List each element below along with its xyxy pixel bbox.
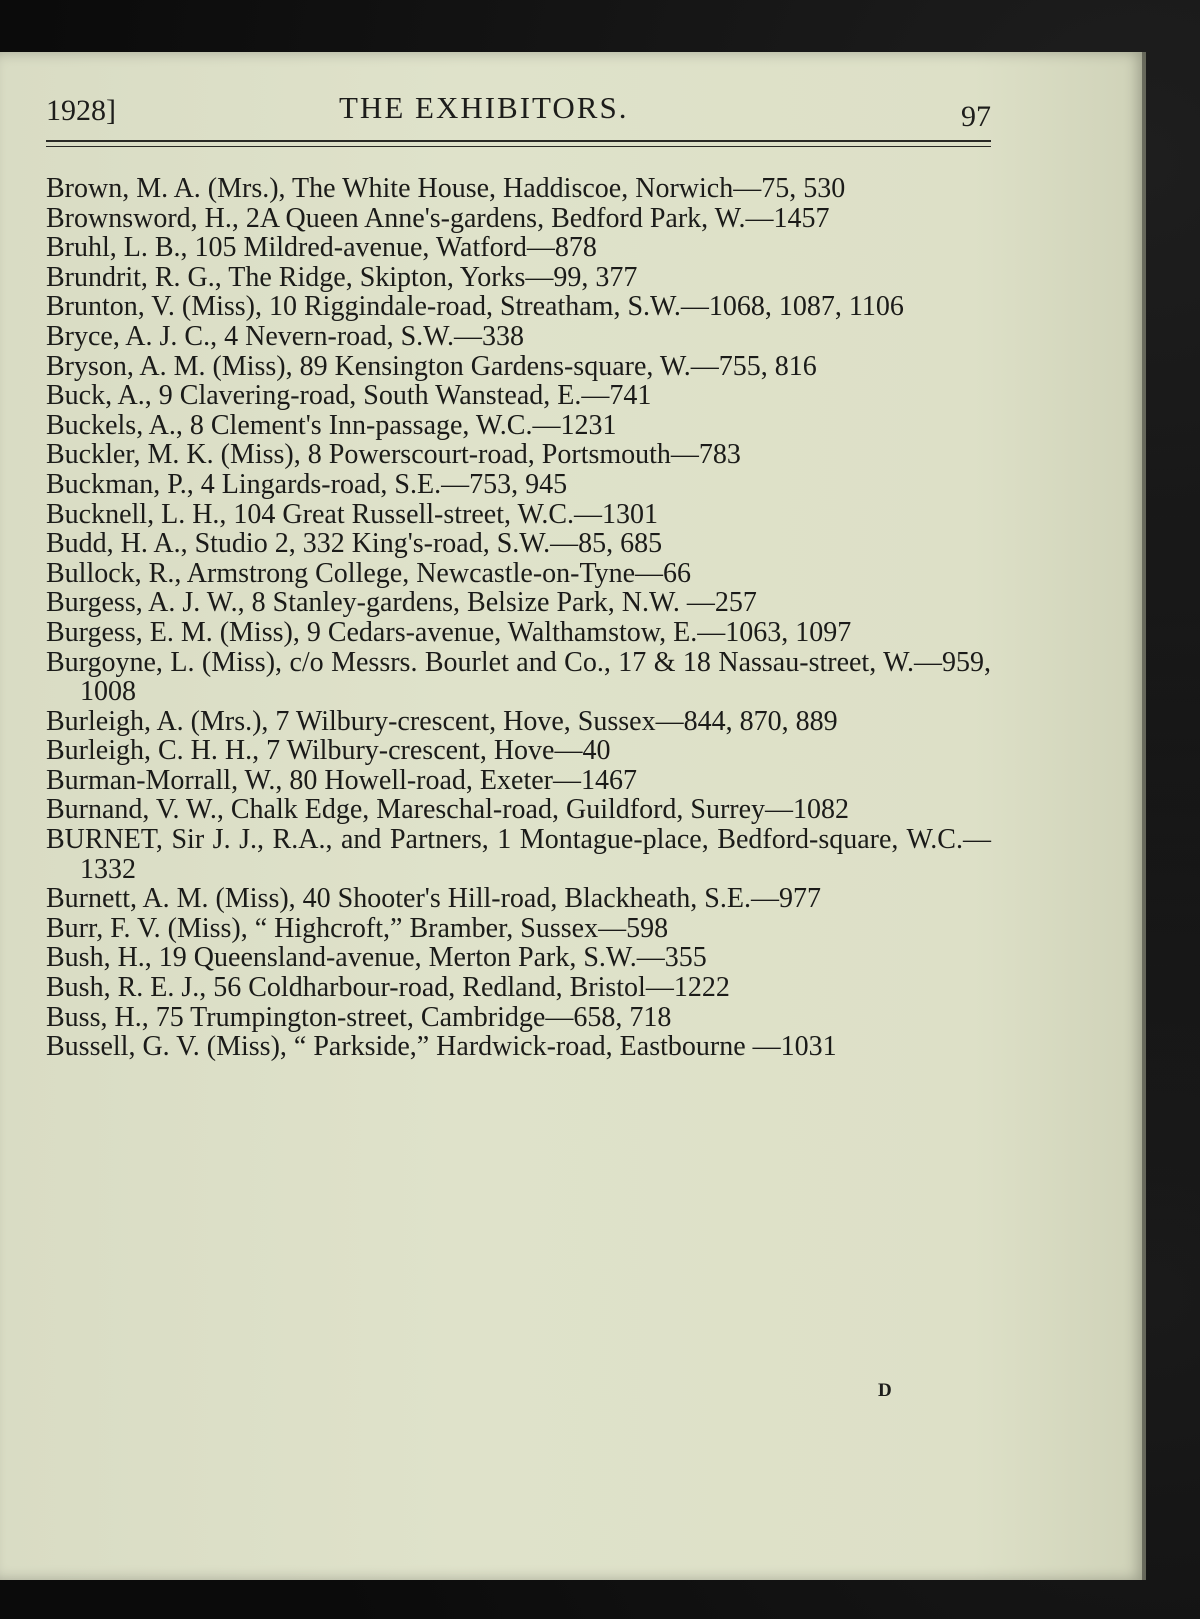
list-item: Buck, A., 9 Clavering-road, South Wanstead, E.—741	[46, 380, 652, 412]
list-item: Buss, H., 75 Trumpington-street, Cambridge—658, 718	[46, 1001, 672, 1033]
list-item: Brownsword, H., 2A Queen Anne's-gardens, Bedford Park, W.—1457	[46, 202, 830, 234]
list-item: Brunton, V. (Miss), 10 Riggindale-road, Streatham, S.W.—1068, 1087, 1106	[46, 291, 904, 323]
list-item: Burgoyne, L. (Miss), c/o Messrs. Bourlet and Co., 17 & 18 Nassau-street, W.—959, 1008	[46, 646, 991, 708]
running-head	[46, 90, 991, 134]
list-item: Brown, M. A. (Mrs.), The White House, Haddiscoe, Norwich—75, 530	[46, 173, 846, 204]
signature-mark: D	[878, 1380, 893, 1401]
header-rule-thick	[46, 140, 991, 142]
list-item: Burnand, V. W., Chalk Edge, Mareschal-road, Guildford, Surrey—1082	[46, 794, 850, 826]
list-item: Buckler, M. K. (Miss), 8 Powerscourt-road, Portsmouth—783	[46, 439, 741, 471]
list-item: Bucknell, L. H., 104 Great Russell-street, W.C.—1301	[46, 498, 659, 530]
list-item: Bryson, A. M. (Miss), 89 Kensington Gardens-square, W.—755, 816	[46, 350, 817, 382]
list-item: Brundrit, R. G., The Ridge, Skipton, Yorks—99, 377	[46, 261, 638, 293]
header-rule-thin	[46, 146, 991, 147]
list-item: Bush, R. E. J., 56 Coldharbour-road, Redland, Bristol—1222	[46, 972, 730, 1004]
list-item: Buckels, A., 8 Clement's Inn-passage, W.C.—1231	[46, 409, 617, 441]
list-item: Burr, F. V. (Miss), “ Highcroft,” Bramber, Sussex—598	[46, 912, 669, 944]
list-item: Burleigh, A. (Mrs.), 7 Wilbury-crescent, Hove, Sussex—844, 870, 889	[46, 705, 838, 737]
list-item: Burgess, E. M. (Miss), 9 Cedars-avenue, Walthamstow, E.—1063, 1097	[46, 616, 852, 648]
list-item: Bush, H., 19 Queensland-avenue, Merton Park, S.W.—355	[46, 942, 707, 974]
list-item: Budd, H. A., Studio 2, 332 King's-road, S.W.—85, 685	[46, 528, 663, 560]
list-item: BURNET, Sir J. J., R.A., and Partners, 1 Montague-place, Bedford-square, W.C.—1332	[46, 824, 991, 885]
list-item: Bussell, G. V. (Miss), “ Parkside,” Hardwick-road, Eastbourne —1031	[46, 1031, 837, 1063]
list-item: Burnett, A. M. (Miss), 40 Shooter's Hill-road, Blackheath, S.E.—977	[46, 883, 821, 915]
list-item: Bullock, R., Armstrong College, Newcastle-on-Tyne—66	[46, 557, 692, 589]
list-item: Bryce, A. J. C., 4 Nevern-road, S.W.—338	[46, 320, 525, 352]
list-item: Burman-Morrall, W., 80 Howell-road, Exeter—1467	[46, 764, 637, 796]
page-number: 97	[961, 100, 991, 133]
exhibitor-list	[46, 174, 991, 1062]
list-item: Burgess, A. J. W., 8 Stanley-gardens, Belsize Park, N.W. —257	[46, 587, 757, 619]
list-item: Buckman, P., 4 Lingards-road, S.E.—753, 945	[46, 468, 568, 500]
list-item: Burleigh, C. H. H., 7 Wilbury-crescent, Hove—40	[46, 735, 611, 767]
list-item: Bruhl, L. B., 105 Mildred-avenue, Watford—878	[46, 232, 597, 264]
page-title: THE EXHIBITORS.	[339, 90, 629, 125]
header-year: 1928]	[46, 94, 116, 127]
